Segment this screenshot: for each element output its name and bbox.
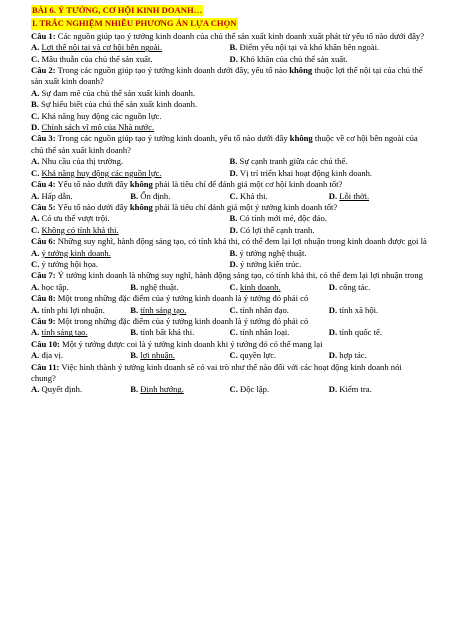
option-d: D. công tác. — [328, 281, 371, 292]
option-list — [31, 156, 428, 179]
question-stem: Câu 4: Yếu tố nào dưới đây không phải là tiêu chí để đánh giá một cơ hội kinh doanh tốt? — [31, 179, 343, 190]
question-stem: Câu 9: Một trong những đặc điểm của ý tưởng kinh doanh là ý tưởng đó phải có — [31, 315, 309, 326]
option-c: C. ý tưởng hội họa. — [31, 258, 98, 269]
option-d: D. Vị trí triển khai hoạt động kinh doanh. — [229, 167, 373, 178]
option-d: D. Có lợi thế cạnh tranh. — [229, 224, 315, 235]
option-list — [31, 327, 428, 338]
option-d: D. ý tưởng kiến trúc. — [229, 258, 302, 269]
option-a: A. Có ưu thế vượt trội. — [31, 213, 110, 224]
question — [31, 293, 428, 316]
option-a: A. Hấp dẫn. — [31, 190, 73, 201]
question — [31, 236, 428, 270]
question — [31, 65, 428, 133]
question — [31, 362, 428, 396]
option-list — [31, 42, 428, 65]
option-a: A. ý tưởng kinh doanh. — [31, 247, 111, 258]
option-d: D. Khó khăn của chủ thể sản xuất. — [229, 53, 348, 64]
option-d: D. tính xã hội. — [328, 304, 379, 315]
option-a: A. tính phi lợi nhuận. — [31, 304, 105, 315]
option-a: A. Nhu cầu của thị trường. — [31, 156, 124, 167]
option-a: A. địa vị. — [31, 350, 63, 361]
question — [31, 270, 428, 293]
option-b: B. tính bất khả thi. — [130, 327, 195, 338]
option-list — [31, 305, 428, 316]
question-stem: Câu 3: Trong các nguồn giúp tạo ý tưởng kinh doanh, yếu tố nào dưới đây không thuộc về cơ hội bên ngoài của chủ thể sản xuất kinh doanh? — [31, 133, 418, 155]
option-c: C. tính nhân đạo. — [229, 304, 289, 315]
option-list — [31, 88, 428, 134]
option-list — [31, 384, 428, 395]
question — [31, 133, 428, 179]
option-b: B. Sự cạnh tranh giữa các chủ thể. — [229, 156, 348, 167]
question-stem: Câu 10: Một ý tưởng được coi là ý tưởng kinh doanh khi ý tưởng đó có thể mang lại — [31, 338, 323, 349]
option-a: A. tính sáng tạo. — [31, 327, 88, 338]
option-b: B. Ổn định. — [130, 190, 171, 201]
option-d: D. tính quốc tế. — [328, 327, 382, 338]
option-a: A. Quyết định. — [31, 384, 83, 395]
option-b: B. Sự hiểu biết của chủ thể sản xuất kinh doanh. — [31, 99, 198, 110]
question — [31, 179, 428, 202]
option-b: B. tính sáng tạo. — [130, 304, 187, 315]
question — [31, 339, 428, 362]
option-list — [31, 282, 428, 293]
option-d: D. hợp tác. — [328, 350, 367, 361]
question-stem: Câu 1: Các nguồn giúp tạo ý tưởng kinh doanh của chủ thể sản xuất kinh doanh xuất phát từ yếu tố nào dưới đây? — [31, 30, 425, 41]
option-b: B. Điểm yếu nội tại và khó khăn bên ngoài. — [229, 42, 380, 53]
option-c: C. Khả thi. — [229, 190, 268, 201]
option-c: C. Độc lập. — [229, 384, 270, 395]
question — [31, 31, 428, 65]
section-title: I. TRẮC NGHIỆM NHIỀU PHƯƠNG ÁN LỰA CHỌN — [32, 18, 237, 29]
option-c: C. quyền lực. — [229, 350, 277, 361]
option-b: B. Có tính mới mẻ, độc đáo. — [229, 213, 327, 224]
option-d: D. Lỗi thời. — [328, 190, 370, 201]
option-c: C. Không có tính khả thi. — [31, 224, 119, 235]
option-c: C. Mâu thuẫn của chủ thể sản xuất. — [31, 53, 153, 64]
question-stem: Câu 11: Việc hình thành ý tưởng kinh doanh sẽ có vai trò như thế nào đối với các hoạt động kinh doanh nói chung? — [31, 361, 402, 383]
option-a: A. học tập. — [31, 281, 69, 292]
option-b: B. nghệ thuật. — [130, 281, 179, 292]
question-stem: Câu 5: Yếu tố nào dưới đây không phải là tiêu chí đánh giá một ý tưởng kinh doanh tốt? — [31, 201, 338, 212]
question-stem: Câu 8: Một trong những đặc điểm của ý tưởng kinh doanh là ý tưởng đó phải có — [31, 293, 309, 304]
option-list — [31, 350, 428, 361]
question-stem: Câu 6: Những suy nghĩ, hành động sáng tạo, có tính khả thi, có thể đem lại lợi nhuận trong kinh doanh được gọi là — [31, 236, 427, 247]
option-list — [31, 213, 428, 236]
question-stem: Câu 7: Ý tưởng kinh doanh là những suy nghĩ, hành động sáng tạo, có tính khả thi, có thể đem lại lợi nhuận trong — [31, 270, 423, 281]
option-b: B. ý tưởng nghệ thuật. — [229, 247, 307, 258]
option-b: B. lợi nhuận. — [130, 350, 175, 361]
lesson-title: BÀI 6. Ý TƯỞNG, CƠ HỘI KINH DOANH… — [32, 5, 203, 15]
question — [31, 202, 428, 236]
option-c: C. tính nhân loại. — [229, 327, 290, 338]
option-b: B. Định hướng. — [130, 384, 184, 395]
question-stem: Câu 2: Trong các nguồn giúp tạo ý tưởng kinh doanh dưới đây, yếu tố nào không thuộc lợi thế nội tại của chủ thể sản xuất kinh doanh? — [31, 65, 423, 87]
option-d: D. Chính sách vĩ mô của Nhà nước. — [31, 122, 155, 133]
question — [31, 316, 428, 339]
option-d: D. Kiểm tra. — [328, 384, 372, 395]
option-list — [31, 248, 428, 271]
option-c: C. Khả năng huy động các nguồn lực. — [31, 110, 162, 121]
option-c: C. kinh doanh. — [229, 281, 281, 292]
option-a: A. Lợi thế nội tại và cơ hội bên ngoài. — [31, 42, 163, 53]
option-list — [31, 191, 428, 202]
option-c: C. Khả năng huy động các nguồn lực. — [31, 167, 162, 178]
option-a: A. Sự đam mê của chủ thể sản xuất kinh doanh. — [31, 87, 196, 98]
